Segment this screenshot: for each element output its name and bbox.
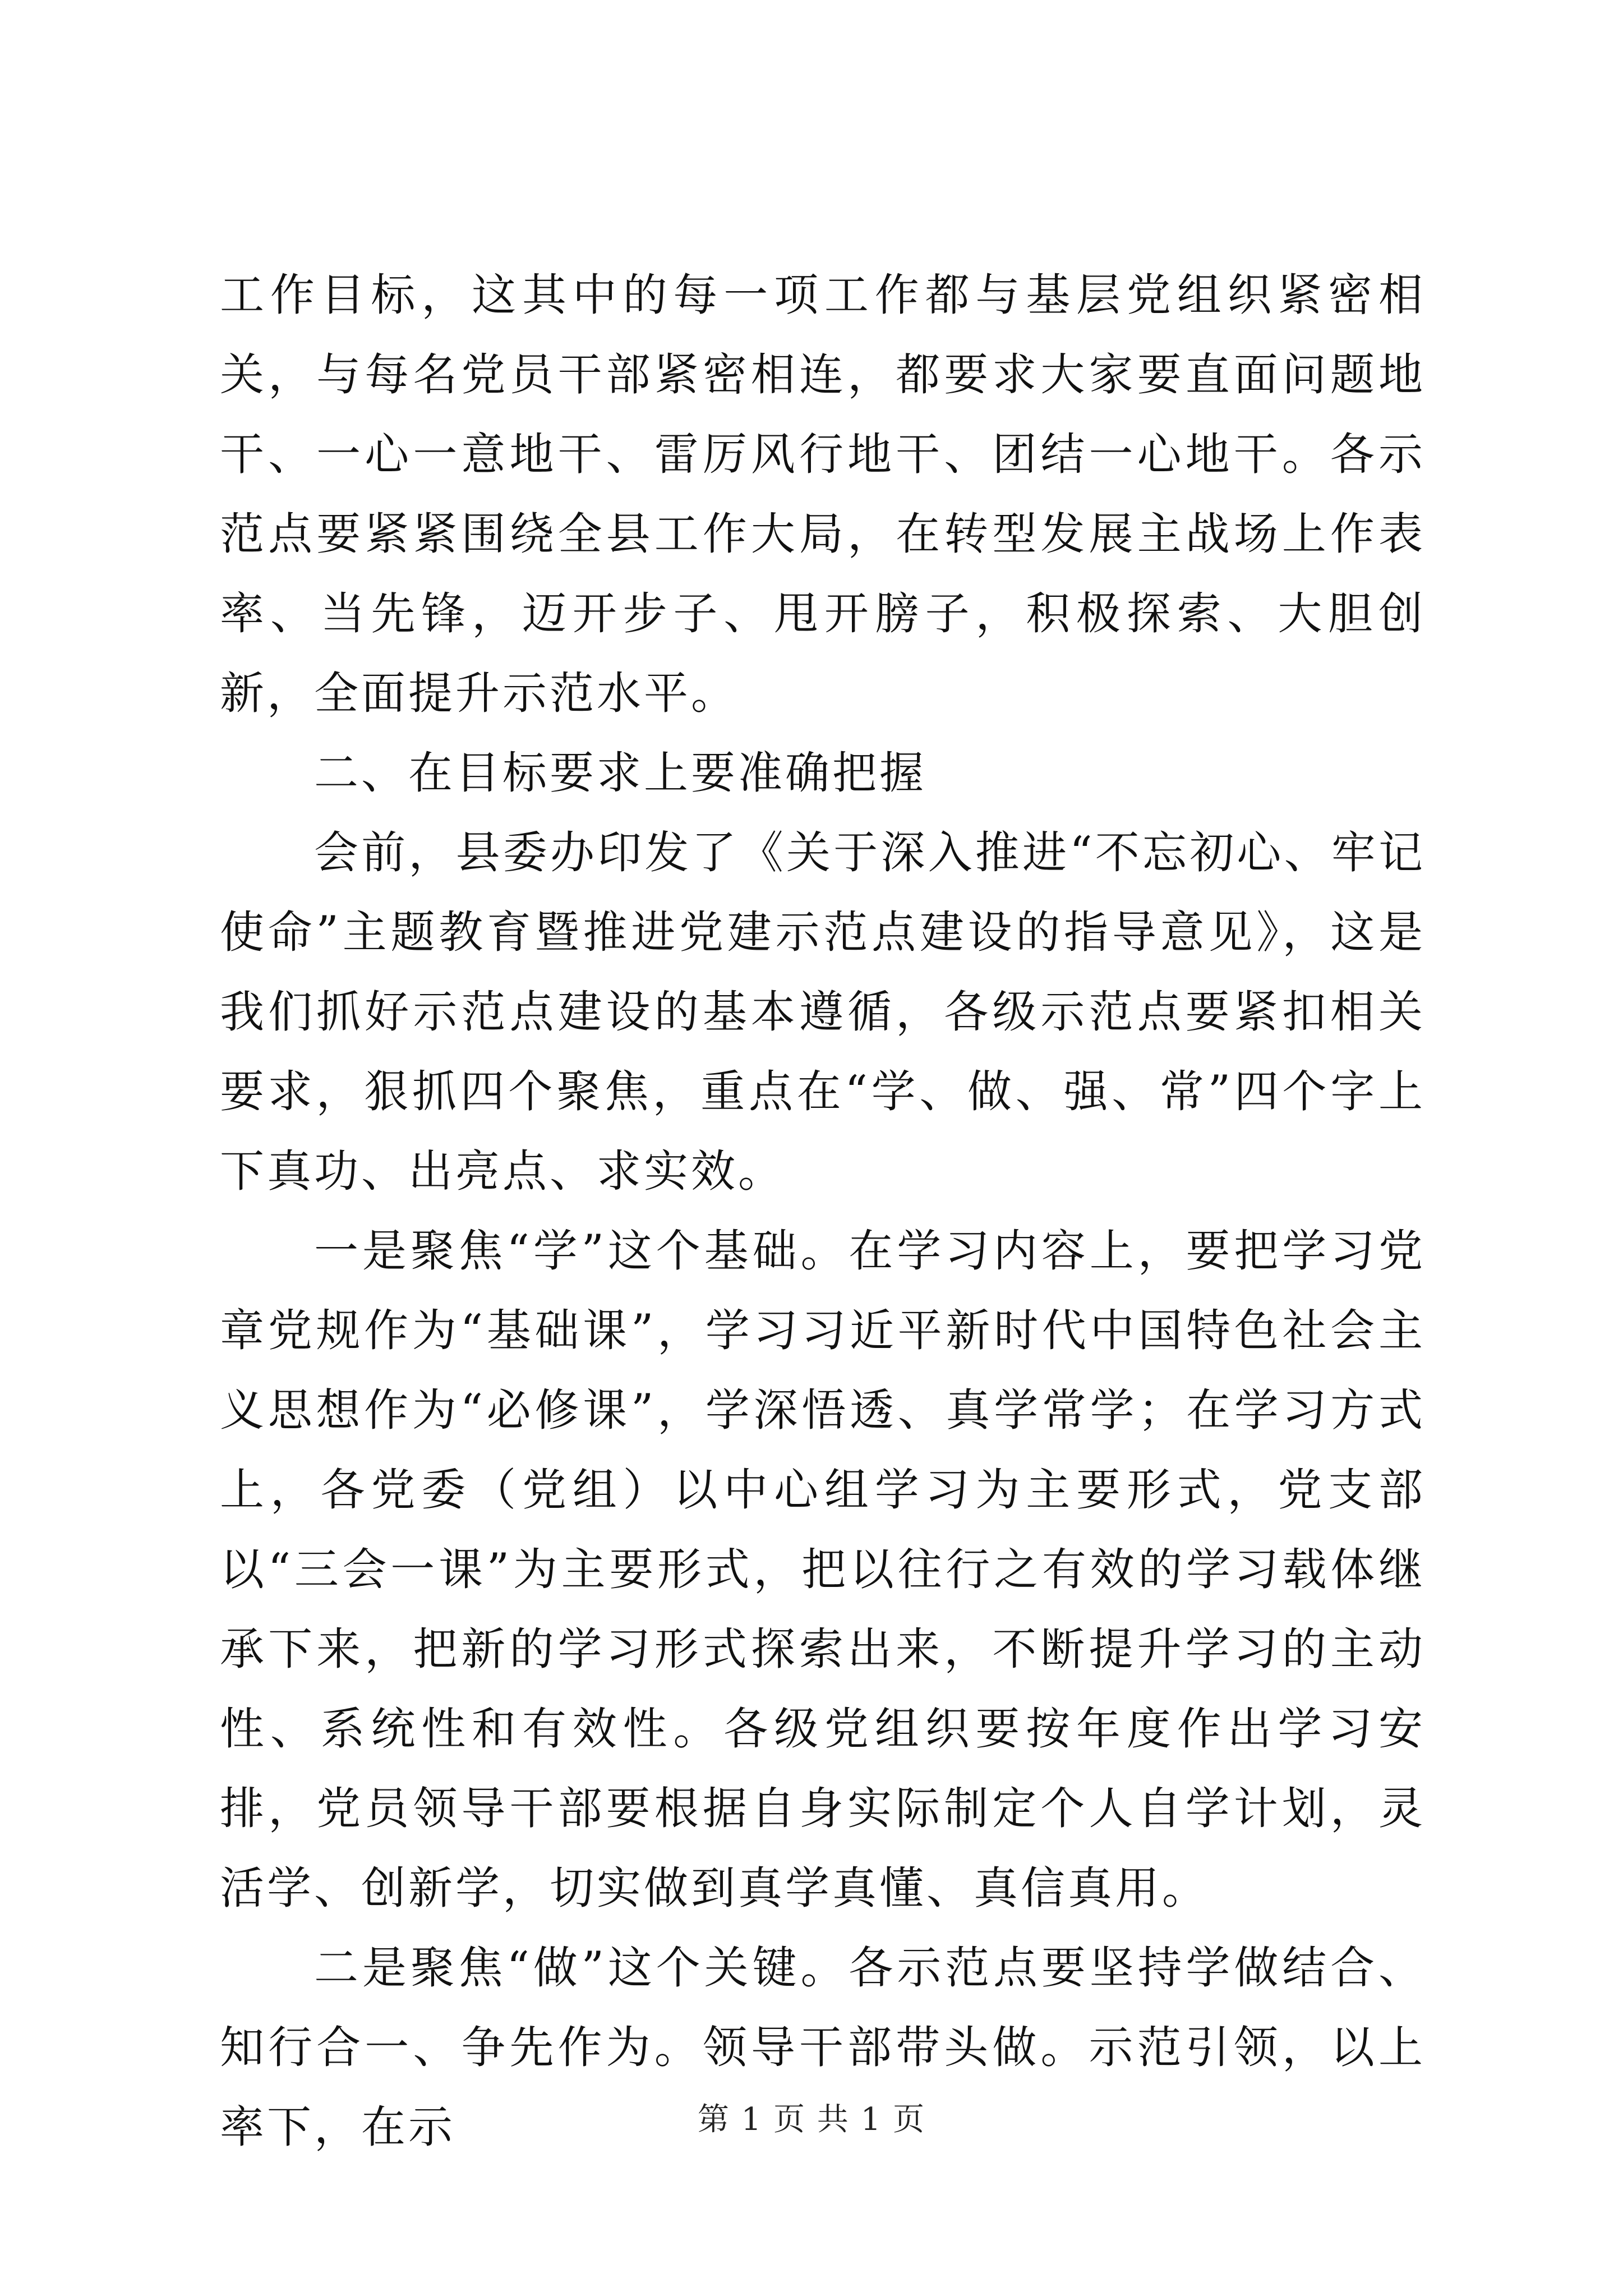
page-footer: 第 1 页 共 1 页: [697, 2101, 926, 2138]
document-body: [220, 255, 1426, 2167]
paragraph-2: 会前，县委办印发了《关于深入推进“不忘初心、牢记使命”主题教育暨推进党建示范点建设的指导意见》，这是我们抓好示范点建设的基本遵循，各级示范点要紧扣相关要求，狠抓四个聚焦，重点在“学、做、强、常”四个字上下真功、出亮点、求实效。: [220, 827, 1426, 1197]
paragraph-1: 工作目标，这其中的每一项工作都与基层党组织紧密相关，与每名党员干部紧密相连，都要求大家要直面问题地干、一心一意地干、雷厉风行地干、团结一心地干。各示范点要紧紧围绕全县工作大局，在转型发展主战场上作表率、当先锋，迈开步子、甩开膀子，积极探索、大胆创新，全面提升示范水平。: [220, 269, 1426, 719]
paragraph-3: 一是聚焦“学”这个基础。在学习内容上，要把学习党章党规作为“基础课”，学习习近平新时代中国特色社会主义思想作为“必修课”，学深悟透、真学常学；在学习方式上，各党委（党组）以中心组学习为主要形式，党支部以“三会一课”为主要形式，把以往行之有效的学习载体继承下来，把新的学习形式探索出来，不断提升学习的主动性、系统性和有效性。各级党组织要按年度作出学习安排，党员领导干部要根据自身实际制定个人自学计划，灵活学、创新学，切实做到真学真懂、真信真用。: [220, 1225, 1426, 1914]
paragraph-4: 二是聚焦“做”这个关键。各示范点要坚持学做结合、知行合一、争先作为。领导干部带头做。示范引领，以上率下，在示: [220, 1942, 1426, 2153]
section-heading: 二、在目标要求上要准确把握: [314, 747, 926, 799]
